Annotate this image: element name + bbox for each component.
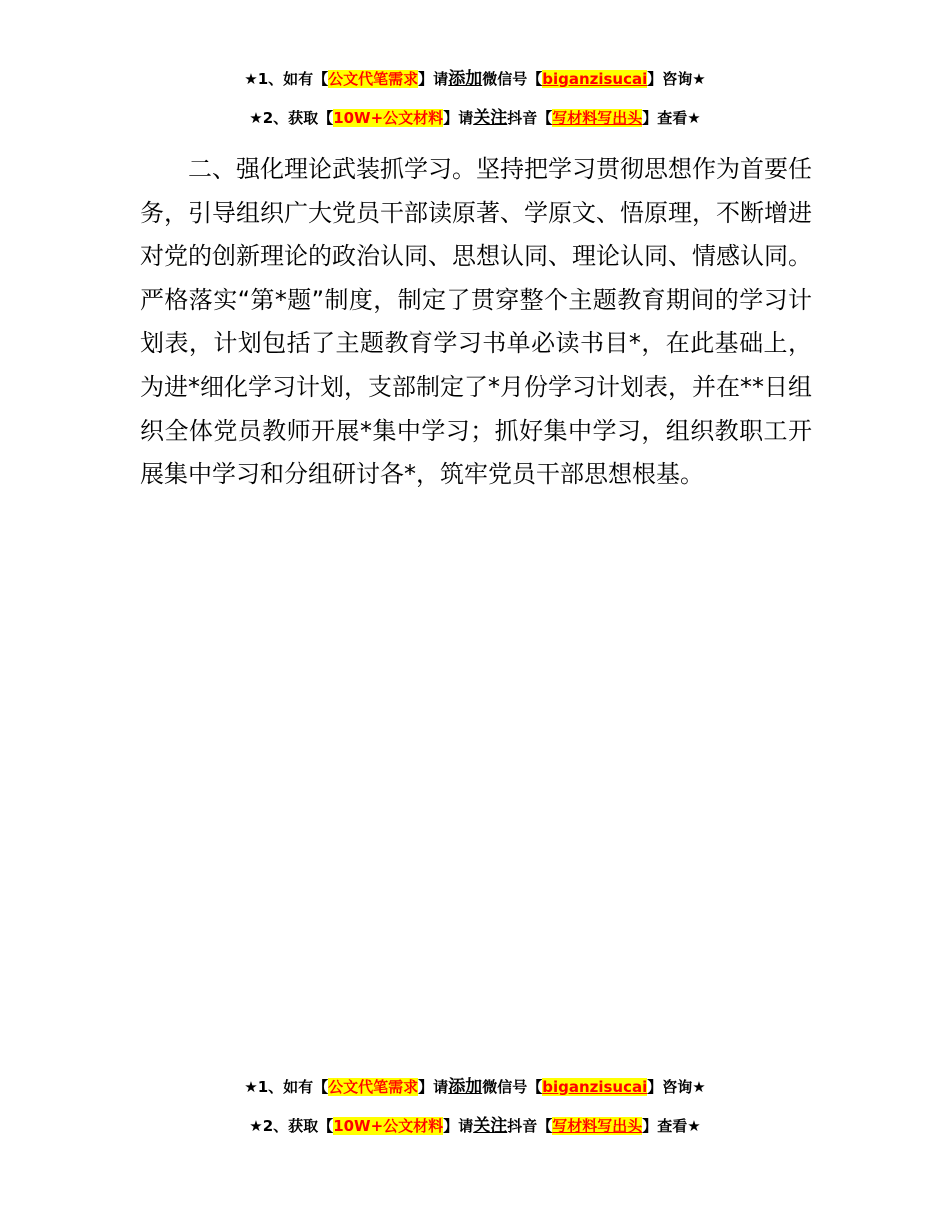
header-line-2-mid2: 抖音【 — [507, 109, 553, 127]
header-line-2-highlight-douyin: 写材料写出头 — [552, 109, 643, 127]
footer-line-1-suffix: 】咨询★ — [647, 1078, 706, 1096]
header-line-1-highlight-wechat: biganzisucai — [542, 70, 648, 88]
footer-line-1-highlight-service: 公文代笔需求 — [328, 1078, 419, 1096]
header-line-2-underlined: 关注 — [473, 108, 508, 128]
header-line-2-prefix: ★2、获取【 — [249, 109, 334, 127]
footer-line-1-mid2: 微信号【 — [482, 1078, 543, 1096]
header-line-2-highlight-materials: 10W+公文材料 — [333, 109, 444, 127]
header-banner — [0, 66, 950, 144]
footer-line-2-underlined: 关注 — [473, 1116, 508, 1136]
header-line-1 — [0, 66, 950, 105]
header-line-1-prefix: ★1、如有【 — [244, 70, 329, 88]
footer-line-2-highlight-materials: 10W+公文材料 — [333, 1117, 444, 1135]
header-line-1-highlight-service: 公文代笔需求 — [328, 70, 419, 88]
footer-line-2 — [0, 1113, 950, 1152]
footer-line-1-underlined: 添加 — [448, 1077, 483, 1097]
body-paragraph: 二、强化理论武装抓学习。坚持把学习贯彻思想作为首要任务，引导组织广大党员干部读原著、学原文、悟原理，不断增进对党的创新理论的政治认同、思想认同、理论认同、情感认同。严格落实“第*题”制度，制定了贯穿整个主题教育期间的学习计划表，计划包括了主题教育学习书单必读书目*，在此基础上，为进*细化学习计划，支部制定了*月份学习计划表，并在**日组织全体党员教师开展*集中学习；抓好集中学习，组织教职工开展集中学习和分组研讨各*，筑牢党员干部思想根基。 — [140, 155, 812, 489]
header-line-2-mid: 】请 — [443, 109, 474, 127]
footer-line-1 — [0, 1074, 950, 1113]
footer-line-2-mid: 】请 — [443, 1117, 474, 1135]
footer-banner — [0, 1074, 950, 1152]
header-line-2-suffix: 】查看★ — [642, 109, 701, 127]
header-line-1-underlined: 添加 — [448, 69, 483, 89]
footer-line-1-mid: 】请 — [418, 1078, 449, 1096]
header-line-1-suffix: 】咨询★ — [647, 70, 706, 88]
header-line-1-mid: 】请 — [418, 70, 449, 88]
header-line-2 — [0, 105, 950, 144]
footer-line-2-suffix: 】查看★ — [642, 1117, 701, 1135]
header-line-1-mid2: 微信号【 — [482, 70, 543, 88]
footer-line-2-highlight-douyin: 写材料写出头 — [552, 1117, 643, 1135]
footer-line-2-mid2: 抖音【 — [507, 1117, 553, 1135]
footer-line-2-prefix: ★2、获取【 — [249, 1117, 334, 1135]
footer-line-1-highlight-wechat: biganzisucai — [542, 1078, 648, 1096]
footer-line-1-prefix: ★1、如有【 — [244, 1078, 329, 1096]
